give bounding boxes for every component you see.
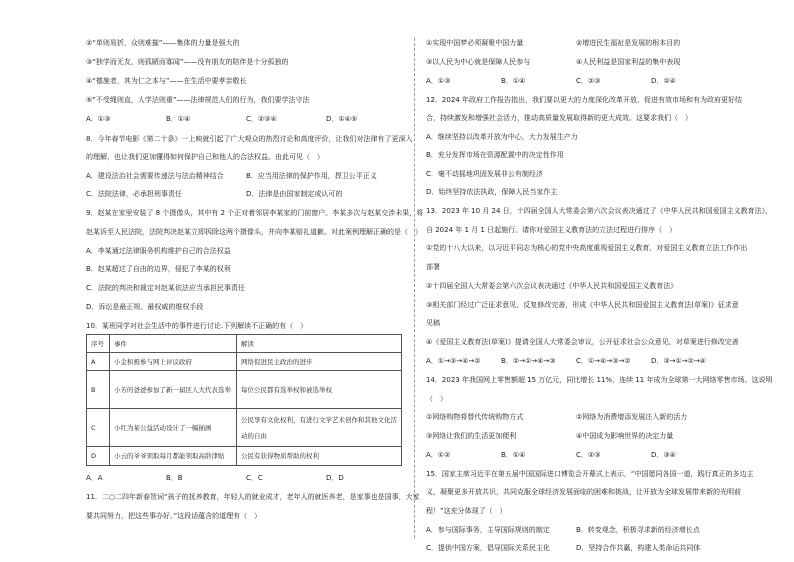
q12-option-a: A．继续坚持以改革开放为中心，大力发展生产力 (426, 133, 578, 141)
table-header-cell: 事件 (110, 335, 237, 353)
table-cell: 小云的爷爷领取每月都能领取高龄津贴 (110, 447, 237, 466)
table-header-cell: 序号 (87, 335, 110, 353)
table-cell: A (87, 353, 110, 371)
q13-option-b: B．②→①→④→③ (501, 357, 556, 365)
q14-option-b: B．①④ (501, 451, 526, 459)
q8-stem-line-2: 的理解，也让我们更加懂得如何保护自己和他人的合法权益。由此可见（ ） (86, 153, 324, 161)
q14-option-d: D．③④ (651, 451, 676, 459)
table-row (87, 447, 402, 466)
table-cell: 小芳的爸爸参加了新一届区人大代表选举 (110, 371, 237, 409)
q13-stem-line-2: 自 2024 年 1 月 1 日起施行。请你对爱国主义教育法的立法过程进行排序（ ） (426, 226, 677, 234)
q11-option-c: C．②③ (576, 77, 601, 85)
table-header-cell: 解读 (237, 335, 402, 353)
q13-stem-line-1: 13．2023 年 10 月 24 日，十四届全国人大常委会第六次会议表决通过了《中华人民共和国爱国主义教育法》， (426, 207, 773, 215)
q11-option-b: B．①④ (501, 77, 526, 85)
q15-option-c: C．提供中国方案，倡导国际关系民主化 (426, 544, 550, 552)
q14-item-2: ②网络为消费增添发展注入新的活力 (576, 413, 688, 421)
table-row (87, 409, 402, 447)
q10-option-a: A．A (86, 474, 103, 482)
q7-item-4: ④“德施者，其为仁之本与”——在生活中要孝亲敬长 (86, 77, 247, 85)
q14-stem-line-2: （ ） (426, 395, 447, 403)
q13-item-1: ①党的十八大以来，以习近平同志为核心的党中央高度重视爱国主义教育，对爱国主义教育立法工作作出 (426, 244, 748, 252)
q11-item-4: ④人民利益是国家利益的集中表现 (576, 58, 681, 66)
q7-item-5: ⑤“不受绳则直，人学法则重”——法律规范人们的行为，我们要学法守法 (86, 96, 310, 104)
table-header-row (87, 335, 402, 353)
q7-option-a: A．①③ (86, 115, 111, 123)
table-cell: C (87, 409, 110, 447)
table-cell: 小红为某公益活动设计了一幅插画 (110, 409, 237, 447)
q8-stem-line-1: 8．今年春节电影《第二十条》一上映就引起了广大观众的热烈讨论和高度评价，让我们对法律有了更深入 (86, 135, 413, 143)
table-cell: 每位公民都有选举权和被选举权 (237, 371, 402, 409)
q11-option-a: A．①③ (426, 77, 451, 85)
q11-stem-line-2: 要共同努力，把这些事办好。”这段话蕴含的道理有（ ） (86, 512, 262, 520)
q7-item-3: ③“独学而无友，则孤陋而寡闻”——没有朋友的陪伴是十分孤独的 (86, 58, 289, 66)
table-cell: 公民有获得物质帮助的权利 (237, 447, 402, 466)
q9-option-a: A．李某通过法律服务机构维护自己的合法权益 (86, 247, 231, 255)
table-row (87, 353, 402, 371)
q12-option-c: C．毫不动摇地巩固发展非公有制经济 (426, 170, 543, 178)
table-cell: 公民享有文化权利，有进行文学艺术创作和其他文化活动的自由 (237, 409, 402, 447)
q10-option-b: B．B (166, 474, 183, 482)
q15-stem-line-1: 15．国家主席习近平在第五届中国国际进口博览会开幕式上表示，“中国愿同各国一道，践行真正的多边主 (426, 470, 754, 478)
q7-option-c: C．②③④ (246, 115, 277, 123)
table-row (87, 371, 402, 409)
q14-item-1: ①网络购物将替代传统购物方式 (426, 413, 524, 421)
q12-option-b: B．充分发挥市场在资源配置中的决定性作用 (426, 151, 564, 159)
q11-item-2: ②增进民生福祉是发展的根本目的 (576, 39, 681, 47)
q8-option-c: C．法院法律，必承担刑事责任 (86, 190, 182, 198)
q15-stem-line-2: 义，凝聚更多开放共识，共同克服全球经济发展面临的困难和挑战，让开放为全球发展带来新的光明前 (426, 488, 741, 496)
q13-option-c: C．①→④→③→② (576, 357, 631, 365)
q13-item-1-cont: 部署 (426, 263, 440, 271)
q11-item-3: ③以人民为中心就是保障人民参与 (426, 58, 531, 66)
q14-option-c: C．②③ (576, 451, 601, 459)
q14-stem-line-1: 14．2023 年我国网上零售额超 15 万亿元，同比增长 11%，连续 11 年成为全球第一大网络零售市场。这说明 (426, 376, 773, 384)
q9-option-b: B．赵某超过了自由的边界，侵犯了李某的权利 (86, 265, 231, 273)
q12-option-d: D．始终坚持依法执政，保障人民当家作主 (426, 188, 558, 196)
q13-item-4: ④《爱国主义教育法(草案)》提请全国人大常委会审议，公开征求社会公众意见，对草案进行修改完善 (426, 338, 739, 346)
q11-item-1: ①实现中国梦必须凝聚中国力量 (426, 39, 524, 47)
q9-option-d: D．诉讼是最正规、最权威的维权手段 (86, 303, 204, 311)
table-cell: D (87, 447, 110, 466)
q13-option-a: A．①→③→④→② (426, 357, 481, 365)
q15-option-b: B．转变观念，积极寻求新的经济增长点 (576, 526, 700, 534)
q15-stem-line-3: 程！”这充分体现了（ ） (426, 507, 507, 515)
q14-item-3: ③网络让我们的生活更加便利 (426, 432, 517, 440)
q15-option-d: D．坚持合作共赢，构建人类命运共同体 (576, 544, 701, 552)
q13-option-d: D．③→①→②→④ (651, 357, 707, 365)
q9-option-c: C．法院的判决和裁定对赵某依法应当承担民事责任 (86, 284, 245, 292)
table-cell: 小金积极参与网上评议政府 (110, 353, 237, 371)
q10-option-d: D．D (326, 474, 344, 482)
q8-option-d: D．法律是由国家制定或认可的 (246, 190, 343, 198)
q10-table (86, 334, 402, 466)
q13-item-3-cont: 见稿 (426, 319, 440, 327)
column-divider (414, 38, 415, 538)
q15-option-a: A．参与国际事务，主导国际规则的制定 (426, 526, 550, 534)
q8-option-b: B．应当用法律的保护作用，捍卫公平正义 (246, 172, 377, 180)
q10-stem: 10．某班同学对社会生活中的事件进行讨论.下列解读不正确的有（ ） (86, 322, 308, 330)
q11-stem-line-1: 11．二○二四年新春贺词“孩子的抚养教育，年轻人的就业成才，老年人的就医养老，是家事也是国事，大家 (86, 493, 420, 501)
q14-option-a: A．①② (426, 451, 451, 459)
q8-option-a: A．建设法治社会需要传递法与法治精神结合 (86, 172, 224, 180)
q7-option-d: D．①④⑤ (326, 115, 358, 123)
q12-stem-line-2: 合，持续激发和增强社会活力，推动高质量发展取得新的更大成效。这要求我们（ ） (426, 114, 692, 122)
q9-stem-line-1: 9．赵某在家里安装了 8 个摄像头，其中有 2 个正对着邻居李某家的门前窗户。李某多次与赵某交涉未果，将 (86, 209, 424, 217)
q7-item-2: ②“单则易折，众则难摧”——集体的力量是强大的 (86, 39, 240, 47)
table-cell: 网络促进民主政治的进步 (237, 353, 402, 371)
q11-option-d: D．②④ (651, 77, 676, 85)
q9-stem-line-2: 赵某诉至人民法院，法院判决赵某立即拆除这两个摄像头，并向李某赔礼道歉。对此案例理解正确的是（ ） (86, 228, 422, 236)
q7-option-b: B．①④ (166, 115, 191, 123)
q13-item-3: ③相关部门经过广泛征求意见、反复修改完善，形成《中华人民共和国爱国主义教育法(草案)》征求意 (426, 301, 739, 309)
q12-stem-line-1: 12．2024 年政府工作报告指出，我们要以更大的力度深化改革开放，促进有效市场和有为政府更好结 (426, 96, 742, 104)
q14-item-4: ④中国成为影响世界的决定力量 (576, 432, 674, 440)
q10-option-c: C．C (246, 474, 263, 482)
q13-item-2: ②十四届全国人大常委会第六次会议表决通过《中华人民共和国爱国主义教育法》 (426, 282, 678, 290)
table-cell: B (87, 371, 110, 409)
